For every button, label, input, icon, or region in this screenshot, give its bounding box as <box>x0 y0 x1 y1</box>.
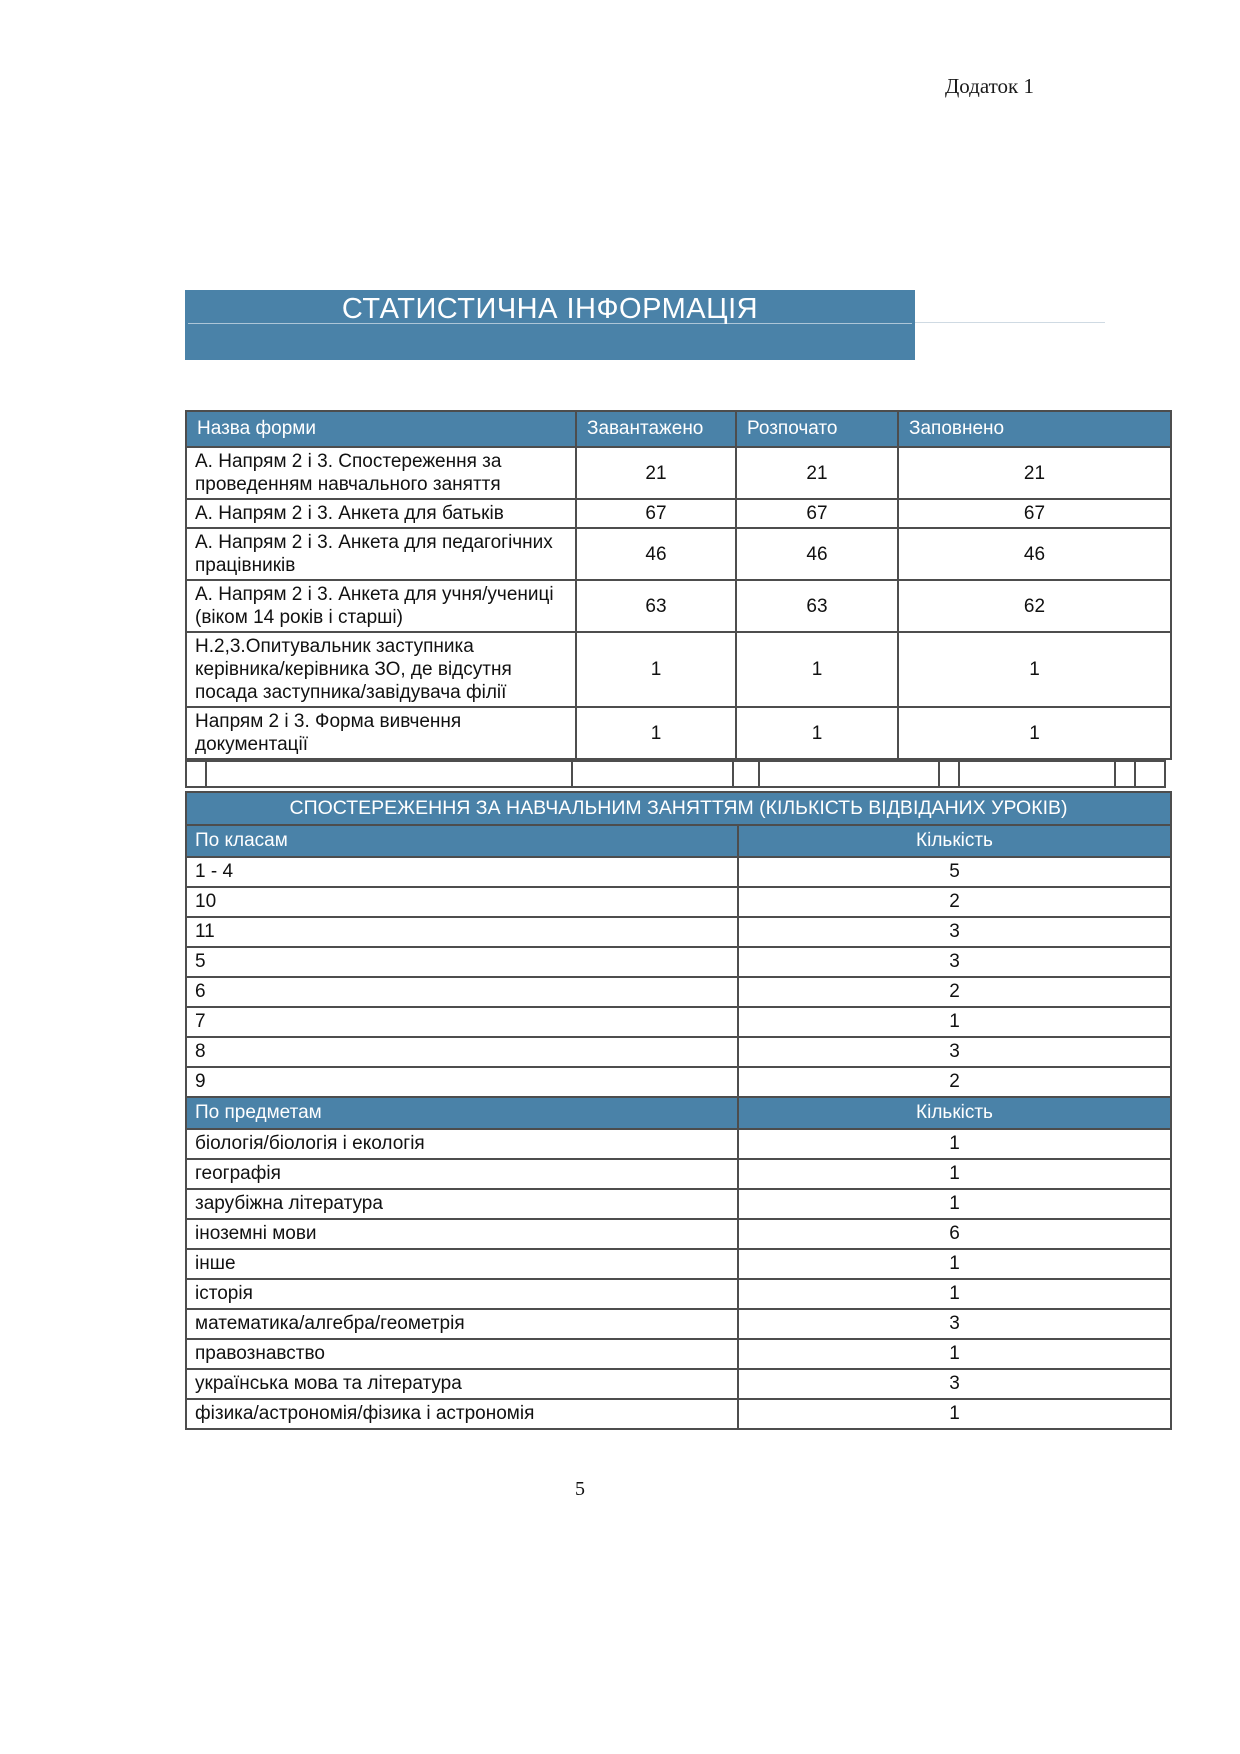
class-count-cell: 1 <box>738 1007 1171 1037</box>
subject-count-cell: 1 <box>738 1159 1171 1189</box>
empty-cell <box>571 760 734 788</box>
table-row <box>186 1339 1171 1369</box>
form-name-cell: А. Напрям 2 і 3. Анкета для педагогічних працівників <box>186 528 576 580</box>
empty-cell <box>1114 760 1136 788</box>
form-name-cell: А. Напрям 2 і 3. Анкета для батьків <box>186 499 576 528</box>
class-count-cell: 2 <box>738 977 1171 1007</box>
subject-count-cell: 1 <box>738 1339 1171 1369</box>
subject-label-cell: правознавство <box>186 1339 738 1369</box>
table-row <box>186 632 1171 707</box>
class-count-cell: 2 <box>738 887 1171 917</box>
class-count-cell: 5 <box>738 857 1171 887</box>
empty-cell <box>938 760 960 788</box>
class-label-cell: 11 <box>186 917 738 947</box>
subject-label-cell: біологія/біологія і екологія <box>186 1129 738 1159</box>
loaded-cell: 1 <box>576 707 736 759</box>
empty-cell <box>205 760 573 788</box>
table-row <box>186 447 1171 499</box>
class-count-cell: 3 <box>738 917 1171 947</box>
table-row <box>186 1399 1171 1429</box>
table-row <box>186 1159 1171 1189</box>
loaded-cell: 63 <box>576 580 736 632</box>
by-subject-header-row <box>186 1097 1171 1129</box>
banner-divider <box>188 323 912 324</box>
class-label-cell: 1 - 4 <box>186 857 738 887</box>
by-class-count-header: Кількість <box>738 825 1171 857</box>
subject-count-cell: 6 <box>738 1219 1171 1249</box>
completed-cell: 1 <box>898 707 1171 759</box>
appendix-label: Додаток 1 <box>944 74 1034 98</box>
subject-label-cell: математика/алгебра/геометрія <box>186 1309 738 1339</box>
table-row <box>186 707 1171 759</box>
completed-cell: 21 <box>898 447 1171 499</box>
table-row <box>186 1067 1171 1097</box>
forms-table <box>185 410 1172 760</box>
empty-cells-strip <box>185 760 1170 788</box>
column-header-completed: Заповнено <box>898 411 1171 447</box>
completed-cell: 67 <box>898 499 1171 528</box>
subject-label-cell: історія <box>186 1279 738 1309</box>
empty-cell <box>732 760 760 788</box>
table-row <box>186 1037 1171 1067</box>
column-header-loaded: Завантажено <box>576 411 736 447</box>
loaded-cell: 21 <box>576 447 736 499</box>
completed-cell: 46 <box>898 528 1171 580</box>
column-header-form-name: Назва форми <box>186 411 576 447</box>
class-label-cell: 10 <box>186 887 738 917</box>
observations-title-row <box>186 792 1171 825</box>
empty-cell <box>758 760 940 788</box>
table-row <box>186 917 1171 947</box>
table-row <box>186 1369 1171 1399</box>
by-class-header-row <box>186 825 1171 857</box>
started-cell: 63 <box>736 580 898 632</box>
table-row <box>186 887 1171 917</box>
completed-cell: 62 <box>898 580 1171 632</box>
by-subject-header: По предметам <box>186 1097 738 1129</box>
loaded-cell: 67 <box>576 499 736 528</box>
table-row <box>186 1219 1171 1249</box>
form-name-cell: Напрям 2 і 3. Форма вивчення документації <box>186 707 576 759</box>
subject-label-cell: фізика/астрономія/фізика і астрономія <box>186 1399 738 1429</box>
started-cell: 67 <box>736 499 898 528</box>
form-name-cell: А. Напрям 2 і 3. Спостереження за проведенням навчального заняття <box>186 447 576 499</box>
table-row <box>186 857 1171 887</box>
subject-count-cell: 1 <box>738 1249 1171 1279</box>
table-row <box>186 947 1171 977</box>
table-row <box>186 1279 1171 1309</box>
table-row <box>186 1007 1171 1037</box>
loaded-cell: 46 <box>576 528 736 580</box>
column-header-started: Розпочато <box>736 411 898 447</box>
banner-rule-extension <box>913 322 1105 323</box>
table-row <box>186 1249 1171 1279</box>
started-cell: 1 <box>736 707 898 759</box>
page-title: СТАТИСТИЧНА ІНФОРМАЦІЯ <box>341 293 759 325</box>
class-label-cell: 6 <box>186 977 738 1007</box>
loaded-cell: 1 <box>576 632 736 707</box>
subject-count-cell: 1 <box>738 1129 1171 1159</box>
form-name-cell: Н.2,3.Опитувальник заступника керівника/керівника ЗО, де відсутня посада заступника/завідувача філії <box>186 632 576 707</box>
class-label-cell: 5 <box>186 947 738 977</box>
class-label-cell: 9 <box>186 1067 738 1097</box>
subject-label-cell: іноземні мови <box>186 1219 738 1249</box>
table-row <box>186 499 1171 528</box>
class-label-cell: 7 <box>186 1007 738 1037</box>
subject-label-cell: інше <box>186 1249 738 1279</box>
subject-label-cell: українська мова та література <box>186 1369 738 1399</box>
class-label-cell: 8 <box>186 1037 738 1067</box>
subject-count-cell: 1 <box>738 1279 1171 1309</box>
content-area <box>185 410 1170 1430</box>
page-number: 5 <box>575 1478 585 1500</box>
subject-label-cell: географія <box>186 1159 738 1189</box>
form-name-cell: А. Напрям 2 і 3. Анкета для учня/учениці (віком 14 років і старші) <box>186 580 576 632</box>
table-row <box>186 977 1171 1007</box>
class-count-cell: 3 <box>738 1037 1171 1067</box>
table-row <box>186 580 1171 632</box>
subject-label-cell: зарубіжна література <box>186 1189 738 1219</box>
empty-cell <box>185 760 207 788</box>
class-count-cell: 3 <box>738 947 1171 977</box>
observations-table <box>185 791 1172 1430</box>
started-cell: 46 <box>736 528 898 580</box>
class-count-cell: 2 <box>738 1067 1171 1097</box>
completed-cell: 1 <box>898 632 1171 707</box>
started-cell: 21 <box>736 447 898 499</box>
started-cell: 1 <box>736 632 898 707</box>
empty-cell <box>958 760 1116 788</box>
subject-count-cell: 3 <box>738 1369 1171 1399</box>
table-row <box>186 1129 1171 1159</box>
by-subject-count-header: Кількість <box>738 1097 1171 1129</box>
empty-cell <box>1134 760 1166 788</box>
table-row <box>186 1189 1171 1219</box>
table-row <box>186 528 1171 580</box>
forms-table-header-row <box>186 411 1171 447</box>
title-banner <box>185 290 915 360</box>
observations-table-title: СПОСТЕРЕЖЕННЯ ЗА НАВЧАЛЬНИМ ЗАНЯТТЯМ (КІЛЬКІСТЬ ВІДВІДАНИХ УРОКІВ) <box>186 792 1171 825</box>
by-class-header: По класам <box>186 825 738 857</box>
subject-count-cell: 1 <box>738 1399 1171 1429</box>
table-row <box>186 1309 1171 1339</box>
subject-count-cell: 3 <box>738 1309 1171 1339</box>
subject-count-cell: 1 <box>738 1189 1171 1219</box>
